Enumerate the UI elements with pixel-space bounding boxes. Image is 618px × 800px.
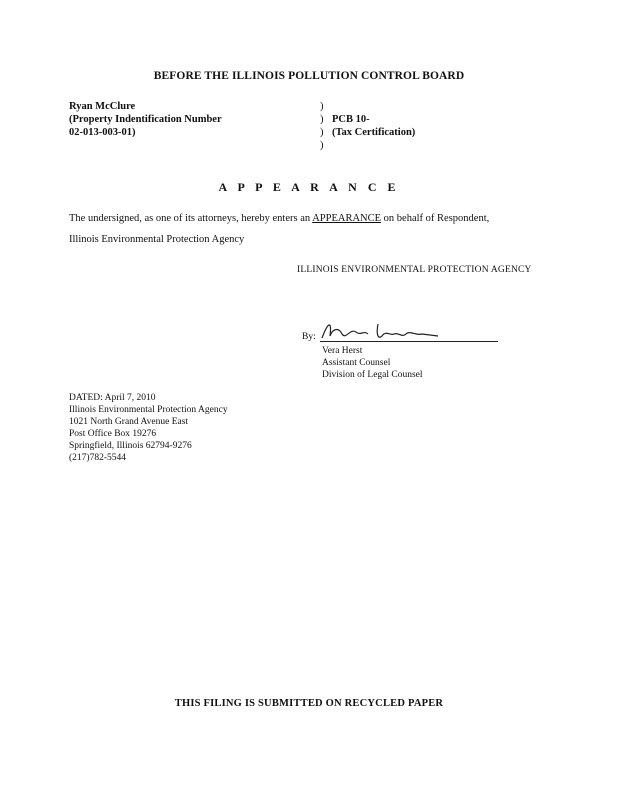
case-type: (Tax Certification) <box>332 127 416 138</box>
property-id-number: 02-013-003-01) <box>69 127 136 138</box>
statement-text-end: on behalf of Respondent, <box>381 213 490 224</box>
address-phone: (217)782-5544 <box>69 453 126 463</box>
respondent-name: Illinois Environmental Protection Agency <box>69 234 245 245</box>
dated-block <box>69 392 228 464</box>
statement-text: The undersigned, as one of its attorneys, hereby enters an <box>69 213 313 224</box>
address-po-box: Post Office Box 19276 <box>69 429 157 439</box>
case-caption <box>332 100 415 139</box>
paren: ) <box>320 127 324 138</box>
petitioner-caption <box>69 100 222 139</box>
appearance-emphasis: APPEARANCE <box>312 213 382 224</box>
recycled-paper-footer: THIS FILING IS SUBMITTED ON RECYCLED PAPER <box>174 698 444 709</box>
appearance-title: A P P E A R A N C E <box>218 180 400 194</box>
signer-name: Vera Herst <box>322 346 363 356</box>
case-number: PCB 10- <box>332 114 370 125</box>
address-city: Springfield, Illinois 62794-9276 <box>69 441 192 451</box>
paren: ) <box>320 101 324 112</box>
paren: ) <box>320 140 324 151</box>
signer-title: Assistant Counsel <box>322 358 391 368</box>
address-agency: Illinois Environmental Protection Agency <box>69 405 228 415</box>
signature-line <box>320 341 498 342</box>
address-street: 1021 North Grand Avenue East <box>69 417 189 427</box>
appearance-statement <box>69 212 489 226</box>
case-line-empty <box>332 100 415 113</box>
date-line: DATED: April 7, 2010 <box>69 393 156 403</box>
property-id-label: (Property Indentification Number <box>69 114 222 125</box>
petitioner-name: Ryan McClure <box>69 101 136 112</box>
signer-division: Division of Legal Counsel <box>322 370 423 380</box>
paren: ) <box>320 114 324 125</box>
caption-parens <box>320 100 324 152</box>
board-title: BEFORE THE ILLINOIS POLLUTION CONTROL BOARD <box>153 70 465 82</box>
signer-block <box>322 345 423 381</box>
by-label: By: <box>302 332 316 342</box>
agency-signature-name: ILLINOIS ENVIRONMENTAL PROTECTION AGENCY <box>297 265 532 275</box>
